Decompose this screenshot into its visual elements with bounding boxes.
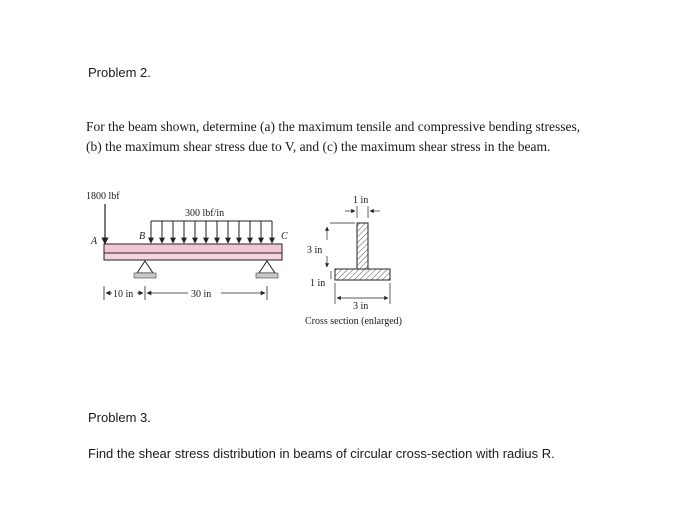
dim-flange-thickness-label: 1 in xyxy=(310,278,326,289)
distributed-load-arrows xyxy=(151,221,272,243)
dim-web-width-label: 1 in xyxy=(353,195,369,206)
dim-overhang-label: 10 in xyxy=(113,289,134,300)
problem-2-heading: Problem 2. xyxy=(88,65,151,80)
cross-section-caption: Cross section (enlarged) xyxy=(305,316,403,327)
cross-section-web xyxy=(357,223,368,269)
point-load-label: 1800 lbf xyxy=(86,191,120,202)
dim-web-height-label: 3 in xyxy=(307,245,323,256)
support-c xyxy=(256,261,278,278)
dim-span-label: 30 in xyxy=(191,289,212,300)
problem-3-heading: Problem 3. xyxy=(88,410,151,425)
problem-3-statement: Find the shear stress distribution in beams of circular cross-section with radius R. xyxy=(88,446,555,461)
distributed-load-label: 300 lbf/in xyxy=(185,208,225,219)
support-b xyxy=(134,261,156,278)
problem-2-statement-line-2: (b) the maximum shear stress due to V, and (c) the maximum shear stress in the beam. xyxy=(86,139,551,154)
cross-section-flange xyxy=(335,269,390,280)
dim-flange-width-label: 3 in xyxy=(353,301,369,312)
beam-lower-part xyxy=(104,253,282,260)
problem-2-statement-line-1: For the beam shown, determine (a) the maximum tensile and compressive bending stresses, xyxy=(86,119,581,134)
point-b-label: B xyxy=(139,231,146,242)
beam-upper-flange xyxy=(104,244,282,253)
point-a-label: A xyxy=(91,236,98,247)
point-c-label: C xyxy=(281,231,288,242)
